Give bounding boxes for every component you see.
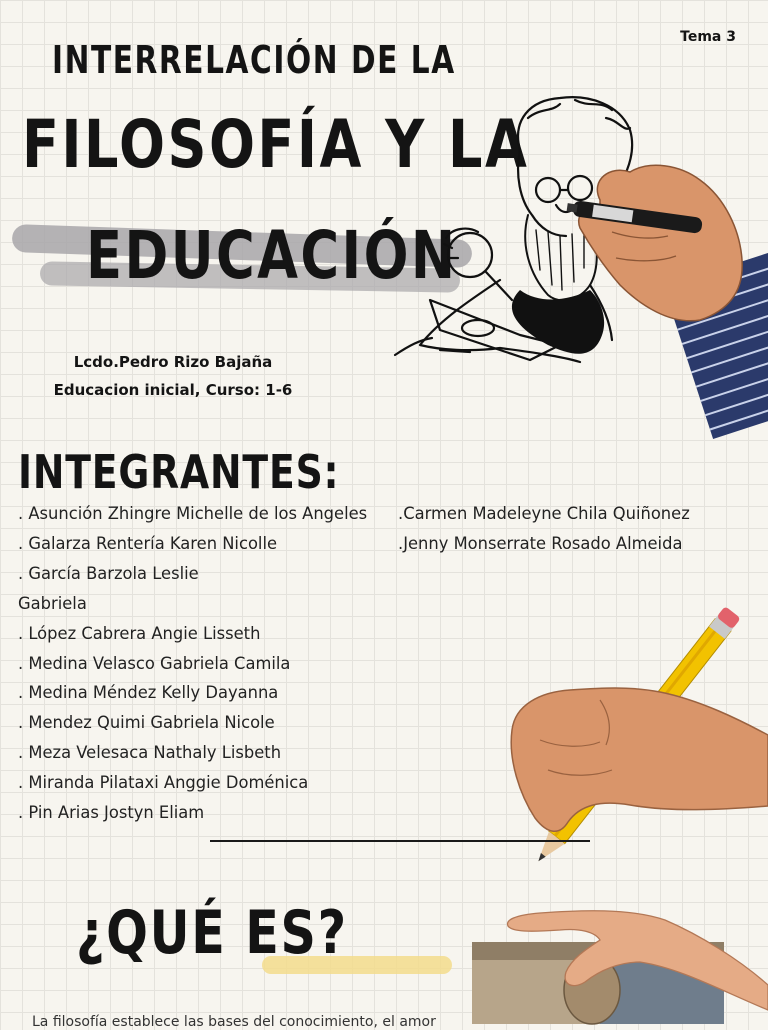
member-item: Gabriela (18, 593, 87, 614)
member-item: . Medina Velasco Gabriela Camila (18, 653, 291, 674)
member-item: . Mendez Quimi Gabriela Nicole (18, 713, 275, 734)
member-item: . García Barzola Leslie (18, 563, 199, 584)
members-heading: INTEGRANTES: (18, 445, 340, 499)
title-line-2: FILOSOFÍA Y LA (22, 106, 530, 183)
member-item: .Carmen Madeleyne Chila Quiñonez (398, 504, 690, 524)
member-item: .Jenny Monserrate Rosado Almeida (398, 533, 683, 554)
topic-label: Tema 3 (680, 29, 736, 45)
course-info: Educacion inicial, Curso: 1-6 (53, 381, 293, 399)
title-line-3: EDUCACIÓN (86, 217, 458, 294)
member-item: . Pin Arias Jostyn Eliam (18, 803, 205, 824)
member-item: . Meza Velesaca Nathaly Lisbeth (18, 743, 282, 764)
member-item: . Asunción Zhingre Michelle de los Angeles (18, 504, 368, 524)
section-heading-que-es: ¿QUÉ ES? (76, 898, 348, 968)
member-item: . Galarza Rentería Karen Nicolle (18, 533, 278, 554)
member-item: . Miranda Pilataxi Anggie Doménica (18, 773, 309, 794)
teacher-name: Lcdo.Pedro Rizo Bajaña (73, 353, 273, 371)
member-item: . López Cabrera Angie Lisseth (18, 623, 261, 644)
member-item: . Medina Méndez Kelly Dayanna (18, 683, 279, 704)
definition-text: La filosofía establece las bases del conocimiento, el amor (32, 1014, 436, 1030)
title-line-1: INTERRELACIÓN DE LA (52, 38, 456, 82)
